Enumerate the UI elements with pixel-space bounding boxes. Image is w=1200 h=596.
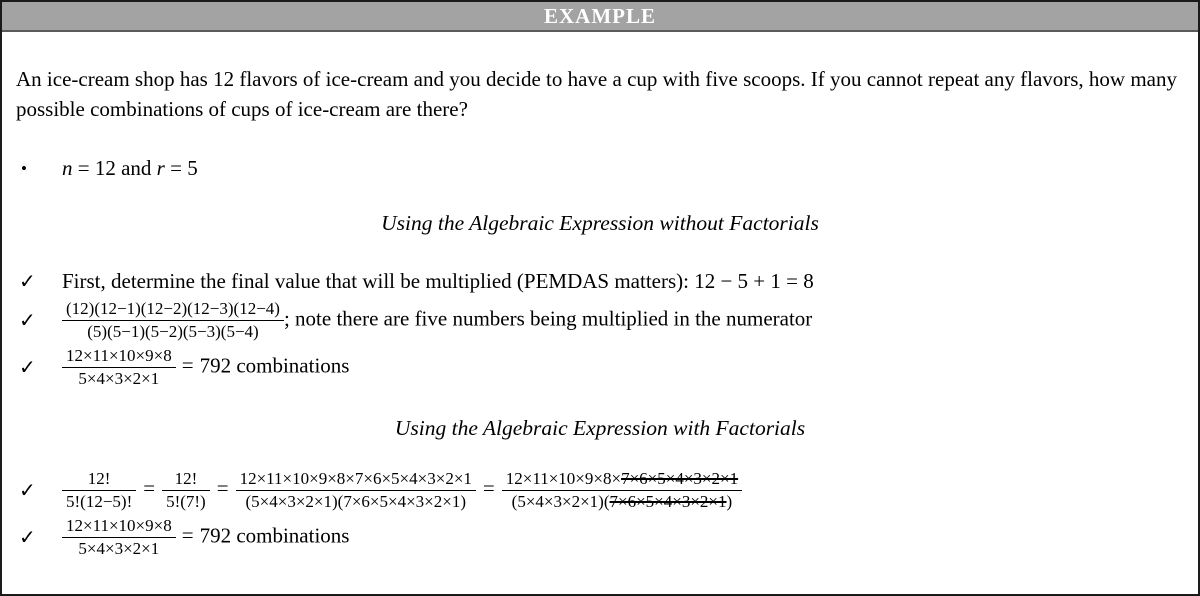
equals-sign: =	[143, 476, 156, 501]
check-marker: ✓	[19, 480, 36, 502]
pemdas-math: 12 − 5 + 1 = 8	[694, 268, 814, 293]
fraction-numerator: 12!	[62, 469, 136, 491]
fraction-denominator: 5×4×3×2×1	[78, 539, 160, 558]
example-header-bar	[2, 2, 1198, 32]
pemdas-text	[62, 269, 814, 294]
result-text: 792 combinations	[199, 353, 350, 378]
fraction-numerator	[502, 469, 742, 491]
factorial-result-content	[62, 516, 349, 559]
given-values-text	[62, 156, 198, 181]
check-item-result	[16, 346, 1184, 389]
fraction-denominator: 5!(7!)	[166, 492, 206, 511]
expression-fraction	[62, 299, 284, 342]
fraction-denominator: (5)(5−1)(5−2)(5−3)(5−4)	[87, 322, 259, 341]
result-fraction	[62, 346, 176, 389]
factorial-result-fraction	[62, 516, 176, 559]
equals-sign: =	[181, 353, 194, 378]
fraction-denominator: 5!(12−5)!	[66, 492, 133, 511]
variable-r: r	[156, 156, 165, 180]
problem-statement: An ice-cream shop has 12 flavors of ice-cream and you decide to have a cup with five scoops. If you cannot repeat any flavors, how many possible combinations of cups of ice-cream are there?	[16, 67, 1177, 121]
equals-sign: =	[216, 476, 229, 501]
denominator-close-paren: )	[726, 492, 733, 511]
denominator-cancelled: 7×6×5×4×3×2×1	[609, 492, 727, 511]
check-item-expression	[16, 299, 1184, 342]
document-content	[2, 64, 1198, 559]
fraction-denominator: 5×4×3×2×1	[78, 369, 160, 388]
pemdas-label: First, determine the final value that will be multiplied (PEMDAS matters):	[62, 268, 695, 293]
given-values-item	[16, 156, 1184, 181]
given-end-text: = 5	[164, 156, 198, 180]
fraction-numerator: 12×11×10×9×8	[62, 346, 176, 368]
expression-note: ; note there are five numbers being multiplied in the numerator	[283, 306, 813, 331]
bullet-marker: •	[21, 158, 27, 178]
result-text: 792 combinations	[199, 523, 350, 548]
check-item-factorial-result	[16, 516, 1184, 559]
fraction-numerator: 12×11×10×9×8	[62, 516, 176, 538]
check-marker: ✓	[19, 270, 36, 293]
fraction-numerator: 12×11×10×9×8×7×6×5×4×3×2×1	[236, 469, 476, 491]
equals-sign: =	[181, 523, 194, 548]
check-marker: ✓	[19, 527, 36, 549]
numerator-cancelled: 7×6×5×4×3×2×1	[621, 469, 739, 488]
numerator-kept: 12×11×10×9×8×	[505, 469, 622, 488]
result-content	[62, 346, 349, 389]
check-item-pemdas	[16, 267, 1184, 295]
section-heading-without-factorials: Using the Algebraic Expression without Factorials	[381, 211, 819, 235]
denominator-kept: (5×4×3×2×1)(	[511, 492, 610, 511]
factorial-fraction-2	[162, 469, 210, 512]
fraction-denominator: (5×4×3×2×1)(7×6×5×4×3×2×1)	[245, 492, 467, 511]
check-item-factorial-equation	[16, 469, 1184, 512]
check-marker: ✓	[19, 357, 36, 379]
factorial-fraction-3	[236, 469, 476, 512]
check-marker: ✓	[19, 310, 36, 332]
variable-n: n	[62, 156, 73, 180]
equals-sign: =	[482, 476, 495, 501]
header-title: EXAMPLE	[544, 3, 656, 28]
factorial-equation	[62, 469, 742, 512]
fraction-numerator: (12)(12−1)(12−2)(12−3)(12−4)	[62, 299, 284, 321]
fraction-denominator	[502, 491, 742, 512]
fraction-numerator: 12!	[162, 469, 210, 491]
factorial-fraction-4-cancelled	[502, 469, 742, 512]
given-mid-text: = 12 and	[72, 156, 157, 180]
section-heading-with-factorials: Using the Algebraic Expression with Factorials	[394, 416, 806, 440]
expression-content	[62, 299, 812, 342]
factorial-fraction-1	[62, 469, 136, 512]
